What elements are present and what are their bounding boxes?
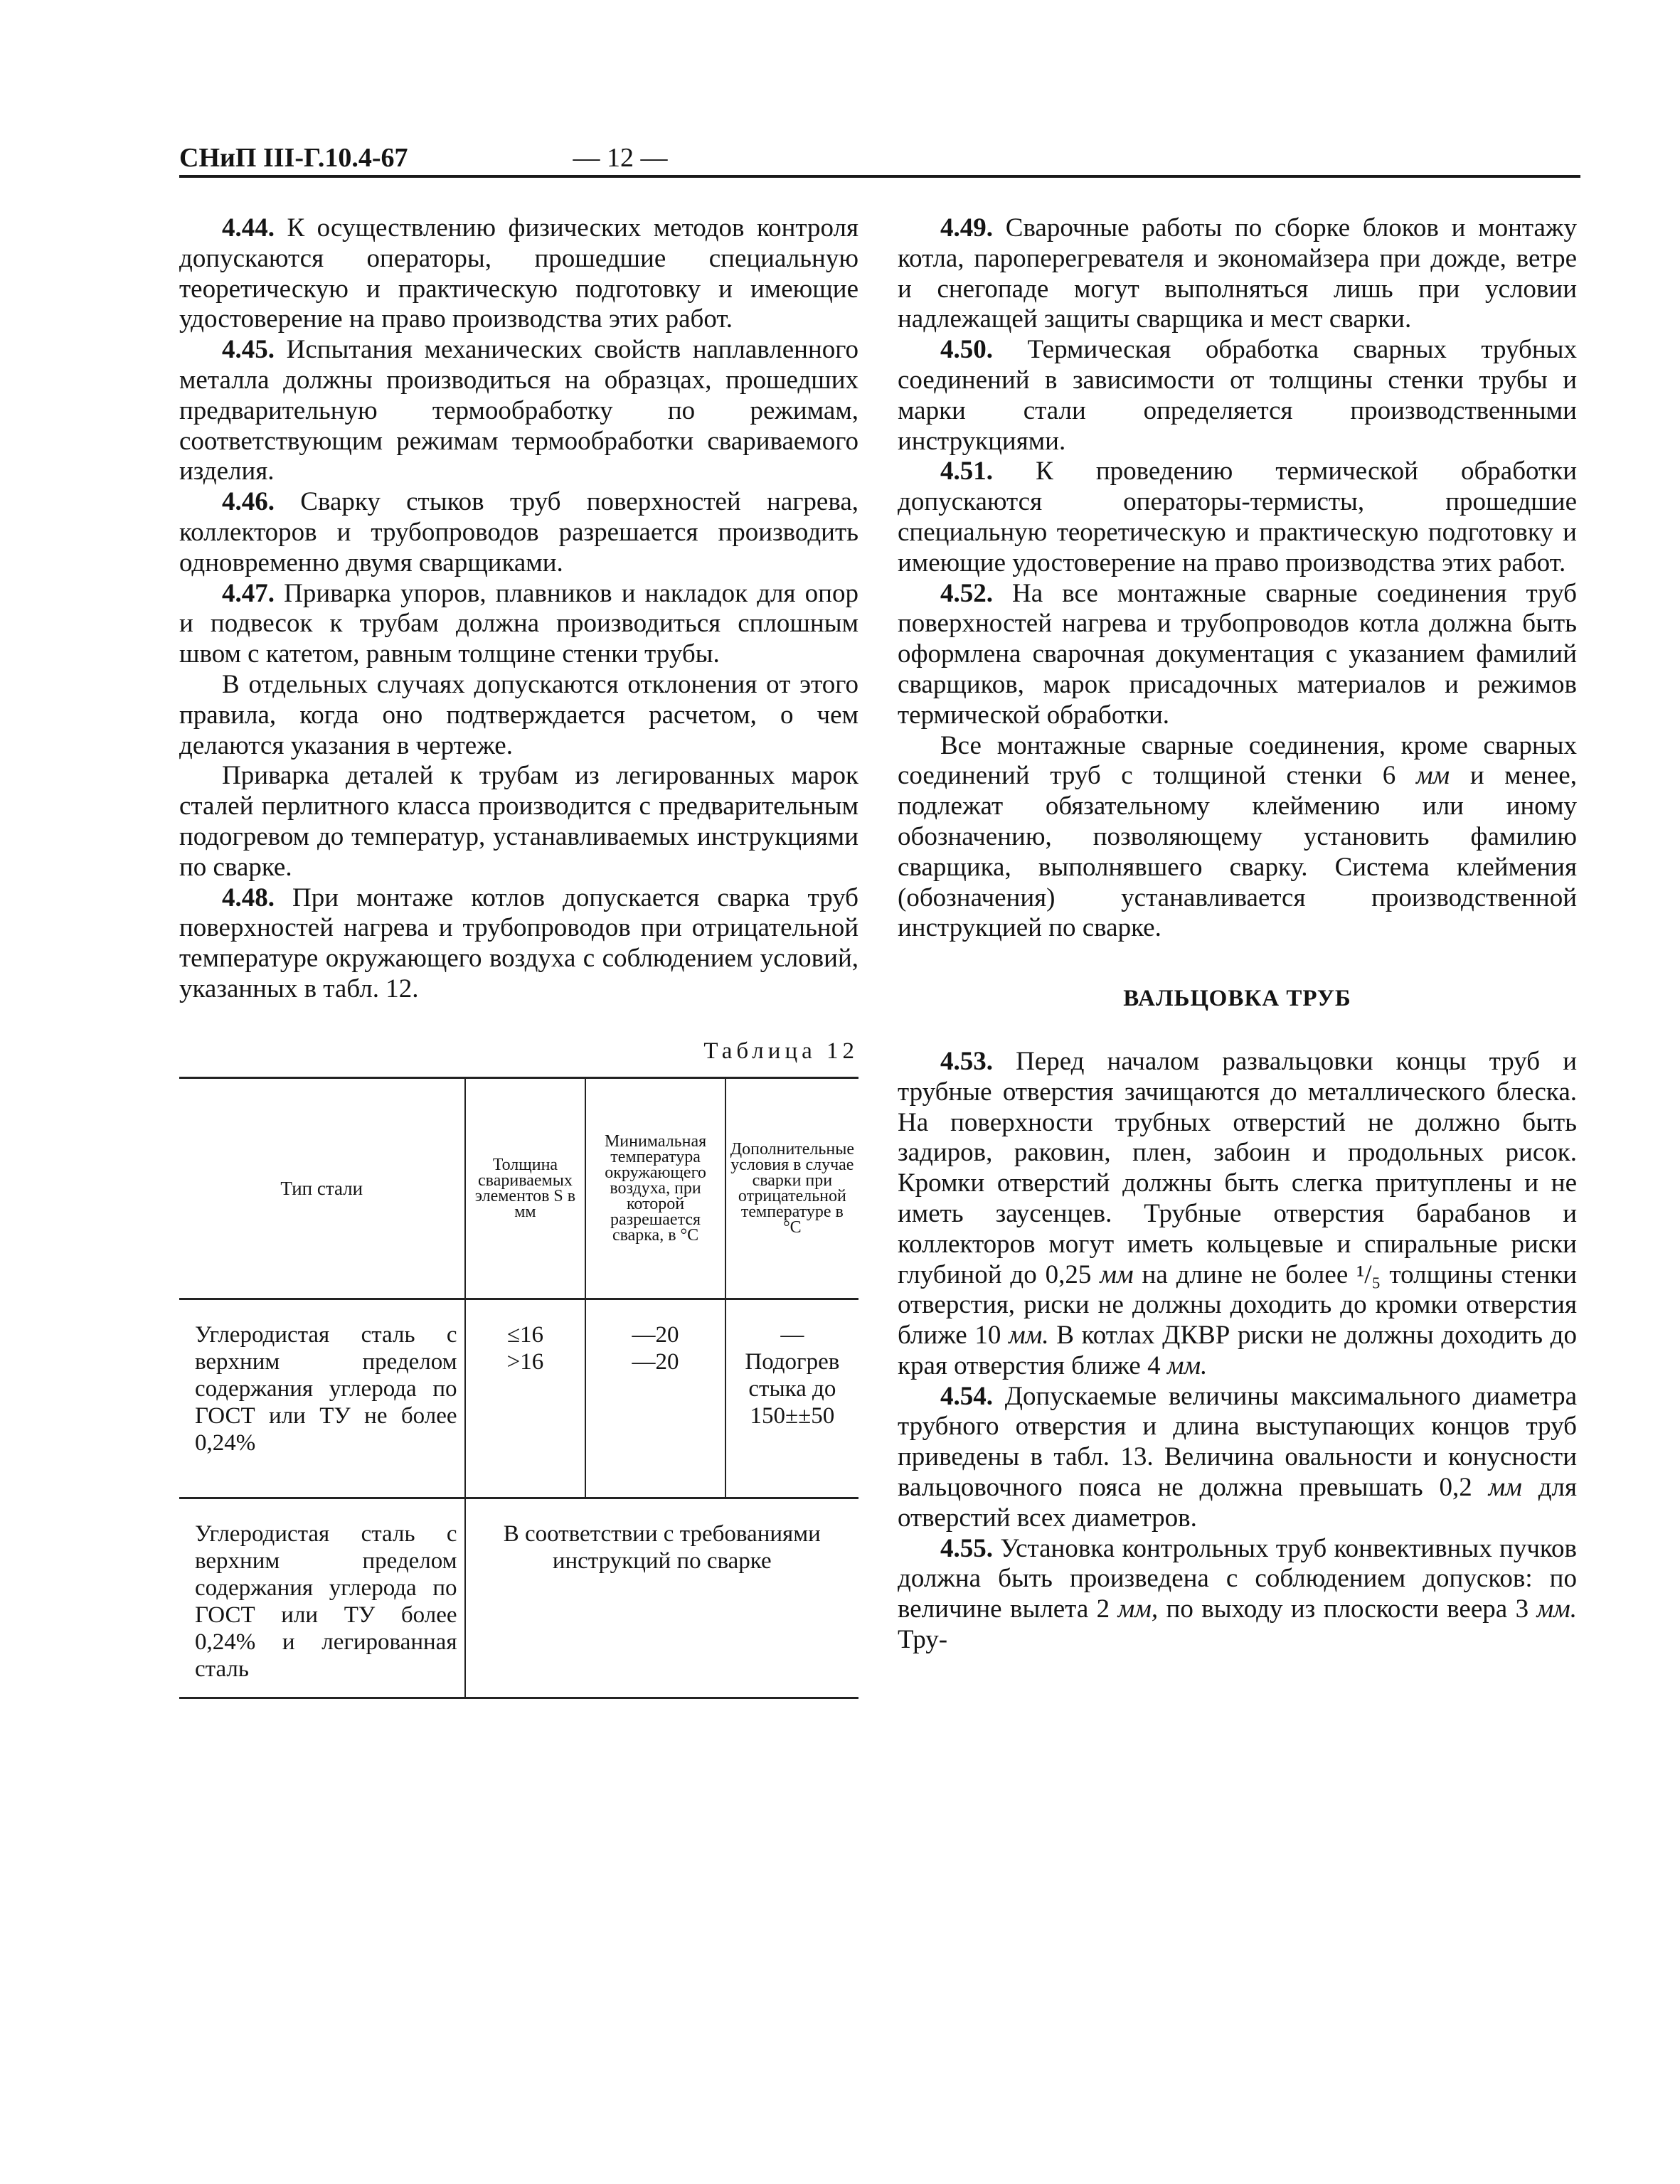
min-temp-value: —20	[632, 1348, 679, 1375]
cell-merged-requirements: В соответствии с требованиями инструкций по сварке	[465, 1498, 859, 1698]
thickness-value: >16	[506, 1348, 544, 1375]
table-caption: Таблица 12	[703, 1038, 858, 1064]
paragraph-4-47-b: В отдельных случаях допускаются отклонения от этого правила, когда оно подтверждается расчетом, о чем делаются указания в чертеже.	[179, 669, 858, 760]
unit-label: мм.	[1166, 1351, 1208, 1380]
clause-number: 4.44.	[222, 213, 275, 243]
paragraph-4-52-b: Все монтажные сварные соединения, кроме сварных соединений труб с толщиной стенки 6 мм и менее, подлежат обязательному клеймению или иному обозначению, позволяющему установить фамилию сварщика, выполнявшего сварку. Система клеймения (обозначения) устанавливается производственной инструкцией по сварке.	[898, 730, 1577, 943]
paragraph-4-47-c: Приварка деталей к трубам из легированных марок сталей перлитного класса производится с предварительным подогревом до температур, устанавливаемых инструкциями по сварке.	[179, 761, 858, 882]
table-header-row	[179, 1077, 858, 1299]
unit-label: мм	[1100, 1259, 1134, 1289]
paragraph-4-51	[898, 457, 1577, 578]
paragraph-4-48	[179, 883, 858, 1005]
table-row	[179, 1299, 858, 1498]
extra-condition-value: —	[780, 1321, 804, 1348]
clause-number: 4.55.	[940, 1533, 993, 1563]
clause-number: 4.49.	[940, 213, 993, 243]
extra-condition-value: Подогрев стыка до 150±±50	[745, 1348, 840, 1429]
paragraph-4-49	[898, 213, 1577, 335]
clause-number: 4.53.	[940, 1046, 993, 1076]
clause-number: 4.54.	[940, 1381, 993, 1411]
paragraph-4-44	[179, 213, 858, 335]
paragraph-4-50	[898, 335, 1577, 457]
clause-text: Приварка упоров, плавников и накладок для опор и подвесок к трубам должна производиться сплошным швом с катетом, равным толщине стенки трубы.	[179, 578, 858, 669]
clause-number: 4.48.	[222, 883, 275, 912]
clause-number: 4.51.	[940, 457, 993, 486]
clause-number: 4.50.	[940, 335, 993, 365]
column-header-steel-type: Тип стали	[280, 1177, 363, 1199]
paragraph-4-46	[179, 487, 858, 578]
paragraph-4-54: 4.54. Допускаемые величины максимального диаметра трубного отверстия и длина выступающих концов труб приведены в табл. 13. Величина овальности и конусности вальцовочного пояса не должна превышать 0,2 мм для отверстий всех диаметров.	[898, 1381, 1577, 1533]
table-12	[179, 1077, 858, 1699]
clause-number: 4.52.	[940, 578, 993, 608]
cell-min-temp	[585, 1299, 725, 1498]
clause-text: К проведению термической обработки допускаются операторы-термисты, прошедшие специальную теоретическую и практическую подготовку и имеющие удостоверение на право производства этих работ.	[898, 457, 1577, 577]
column-header-thickness: Толщина свариваемых элементов S в мм	[465, 1077, 586, 1299]
paragraph-4-52	[898, 579, 1577, 731]
column-header-min-temp: Минимальная температура окружающего воздуха, при которой разрешается сварка, в °С	[585, 1077, 725, 1299]
clause-text: Сварочные работы по сборке блоков и монтажу котла, пароперегревателя и экономайзера при дожде, ветре и снегопаде могут выполняться лишь при условии надлежащей защиты сварщика и мест сварки.	[898, 213, 1577, 334]
cell-steel-type: Углеродистая сталь с верхним пределом содержания углерода по ГОСТ или ТУ более 0,24% и легированная сталь	[195, 1520, 457, 1682]
thickness-value: ≤16	[506, 1321, 543, 1348]
clause-text: Испытания механических свойств наплавленного металла должны производиться на образцах, прошедших предварительную термообработку по режимам, соответствующим режимам термообработки свариваемого изделия.	[179, 335, 859, 486]
clause-number: 4.46.	[222, 487, 275, 517]
clause-text: При монтаже котлов допускается сварка труб поверхностей нагрева и трубопроводов при отрицательной температуре окружающего воздуха с соблюдением условий, указанных в табл. 12.	[179, 883, 859, 1003]
clause-text: К осуществлению физических методов контроля допускаются операторы, прошедшие специальную теоретическую и практическую подготовку и имеющие удостоверение на право производства этих работ.	[179, 213, 858, 334]
unit-label: мм	[1415, 761, 1450, 791]
page-header	[179, 142, 1580, 179]
clause-number: 4.45.	[222, 335, 275, 365]
table-row	[179, 1498, 858, 1698]
paragraph-4-47	[179, 579, 858, 670]
section-title: ВАЛЬЦОВКА ТРУБ	[1123, 986, 1351, 1012]
unit-label: мм.	[1009, 1321, 1049, 1351]
min-temp-value: —20	[632, 1321, 679, 1348]
document-code: СНиП III-Г.10.4-67	[179, 143, 408, 173]
clause-text: Сварку стыков труб поверхностей нагрева, коллекторов и трубопроводов разрешается производить одновременно двумя сварщиками.	[179, 487, 858, 577]
unit-label: мм,	[1117, 1594, 1159, 1624]
left-column	[179, 213, 858, 1699]
clause-text: Термическая обработка сварных трубных соединений в зависимости от толщины стенки трубы и марки стали определяется производственными инструкциями.	[898, 335, 1578, 456]
header-rule	[179, 175, 1580, 178]
cell-thickness	[465, 1299, 586, 1498]
paragraph-4-53: 4.53. Перед началом развальцовки концы труб и трубные отверстия зачищаются до металлического блеска. На поверхности трубных отверстий не должно быть задиров, раковин, плен, забоин и продольных рисок. Кромки отверстий должны быть слегка притуплены и не иметь заусенцев. Трубные отверстия барабанов и коллекторов могут иметь кольцевые и спиральные риски глубиной до 0,25 мм на длине не более ¹/₅ толщины стенки отверстия, риски не должны доходить до кромки отверстия ближе 10 мм. В котлах ДКВР риски не должны доходить до края отверстия ближе 4 мм.	[898, 1046, 1578, 1380]
clause-text: На все монтажные сварные соединения труб поверхностей нагрева и трубопроводов котла должна быть оформлена сварочная документация с указанием фамилий сварщиков, марок присадочных материалов и режимов термической обработки.	[898, 578, 1577, 730]
cell-extra-conditions	[725, 1299, 858, 1498]
cell-steel-type: Углеродистая сталь с верхним пределом содержания углерода по ГОСТ или ТУ не более 0,24%	[195, 1321, 457, 1456]
column-header-extra-conditions: Дополнительные условия в случае сварки при отрицательной температуре в °С	[725, 1077, 858, 1299]
paragraph-4-55: 4.55. Установка контрольных труб конвективных пучков должна быть произведена с соблюдением допусков: по величине вылета 2 мм, по выходу из плоскости веера 3 мм. Тру-	[898, 1533, 1578, 1655]
unit-label: мм	[1488, 1473, 1522, 1503]
page-number: — 12 —	[573, 143, 668, 173]
unit-label: мм.	[1536, 1594, 1578, 1624]
clause-number: 4.47.	[222, 578, 275, 608]
fraction: ¹/₅	[1356, 1259, 1381, 1289]
paragraph-4-45	[179, 335, 858, 487]
right-column	[898, 213, 1577, 1656]
